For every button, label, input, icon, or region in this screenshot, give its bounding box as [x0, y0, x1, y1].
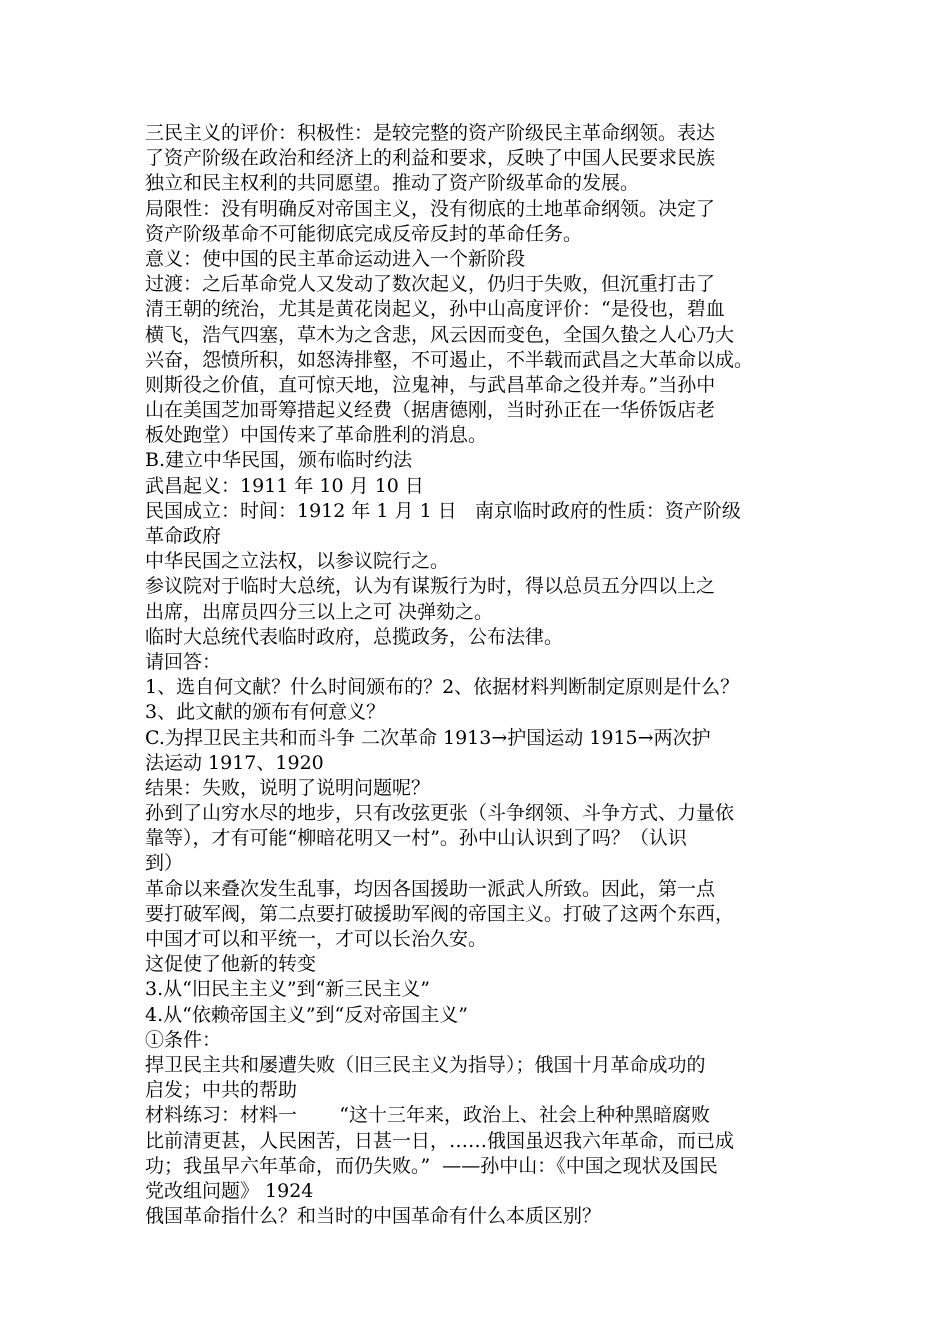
- text-line: 功；我虽早六年革命，而仍失败。” ——孙中山：《中国之现状及国民: [145, 1154, 718, 1177]
- text-line: 启发；中共的帮助: [145, 1079, 298, 1102]
- text-line: 法运动 1917、1920: [145, 751, 324, 774]
- text-line: 山在美国芝加哥筹措起义经费（据唐德刚，当时孙正在一华侨饭店老: [145, 399, 716, 422]
- text-line: 武昌起义：1911 年 10 月 10 日: [145, 474, 424, 497]
- text-line: 革命以来叠次发生乱事，均因各国援助一派武人所致。因此，第一点: [145, 877, 716, 900]
- text-line: 到）: [145, 852, 184, 875]
- text-line: 要打破军阀，第二点要打破援助军阀的帝国主义。打破了这两个东西，: [145, 902, 735, 925]
- document-page: [145, 121, 825, 1229]
- text-line: 意义：使中国的民主革命运动进入一个新阶段: [145, 247, 526, 270]
- section-heading: B.建立中华民国，颁布临时约法: [145, 449, 413, 472]
- text-line: 材料练习：材料一 “这十三年来，政治上、社会上种种黑暗腐败: [145, 1104, 710, 1127]
- section-heading: 3.从“旧民主主义”到“新三民主义”: [145, 978, 430, 1001]
- section-heading: 4.从“依赖帝国主义”到“反对帝国主义”: [145, 1003, 468, 1026]
- question-line: 3、此文献的颁布有何意义？: [145, 701, 386, 724]
- text-line: 兴奋，怨愤所积，如怒涛排壑，不可遏止，不半载而武昌之大革命以成。: [145, 348, 754, 371]
- text-line: ①条件：: [145, 1028, 222, 1051]
- text-line: 民国成立：时间：1912 年 1 月 1 日 南京临时政府的性质：资产阶级: [145, 499, 741, 522]
- section-heading: C.为捍卫民主共和而斗争 二次革命 1913→护国运动 1915→两次护: [145, 726, 711, 749]
- text-line: 临时大总统代表临时政府，总揽政务，公布法律。: [145, 625, 564, 648]
- text-line: 出席，出席员四分三以上之可 决弹劾之。: [145, 600, 494, 623]
- text-line: 局限性：没有明确反对帝国主义，没有彻底的土地革命纲领。决定了: [145, 197, 716, 220]
- text-line: 中华民国之立法权，以参议院行之。: [145, 550, 450, 573]
- text-line: 请回答：: [145, 650, 222, 673]
- text-line: 党改组问题》 1924: [145, 1179, 314, 1202]
- text-line: 参议院对于临时大总统，认为有谋叛行为时，得以总员五分四以上之: [145, 575, 716, 598]
- text-line: 捍卫民主共和屡遭失败（旧三民主义为指导）；俄国十月革命成功的: [145, 1053, 706, 1076]
- question-line: 1、选自何文献？什么时间颁布的？2、依据材料判断制定原则是什么？: [145, 676, 740, 699]
- text-line: 过渡：之后革命党人又发动了数次起义，仍归于失败，但沉重打击了: [145, 273, 716, 296]
- text-line: 三民主义的评价：积极性：是较完整的资产阶级民主革命纲领。表达: [145, 122, 716, 144]
- text-line: 靠等），才有可能“柳暗花明又一村”。孙中山认识到了吗？（认识: [145, 827, 687, 850]
- text-line: 板处跑堂）中国传来了革命胜利的消息。: [145, 424, 488, 447]
- text-line: 孙到了山穷水尽的地步，只有改弦更张（斗争纲领、斗争方式、力量依: [145, 802, 735, 825]
- text-line: 了资产阶级在政治和经济上的利益和要求，反映了中国人民要求民族: [145, 147, 716, 170]
- text-line: 横飞，浩气四塞，草木为之含悲，风云因而变色，全国久蛰之人心乃大: [145, 323, 735, 346]
- text-line: 资产阶级革命不可能彻底完成反帝反封的革命任务。: [145, 222, 583, 245]
- text-line: 革命政府: [145, 525, 222, 547]
- text-line: 结果：失败，说明了说明问题呢？: [145, 776, 431, 799]
- text-line: 这促使了他新的转变: [145, 953, 317, 976]
- text-line: 中国才可以和平统一，才可以长治久安。: [145, 928, 488, 950]
- text-line: 比前清更甚，人民困苦，日甚一日，……俄国虽迟我六年革命，而已成: [145, 1129, 735, 1152]
- text-line: 清王朝的统治，尤其是黄花岗起义，孙中山高度评价：“是役也，碧血: [145, 298, 725, 321]
- text-line: 独立和民主权利的共同愿望。推动了资产阶级革命的发展。: [145, 172, 640, 195]
- text-line: 则斯役之价值，直可惊天地，泣鬼神，与武昌革命之役并寿。”当孙中: [145, 373, 716, 396]
- question-line: 俄国革命指什么？和当时的中国革命有什么本质区别？: [145, 1205, 602, 1228]
